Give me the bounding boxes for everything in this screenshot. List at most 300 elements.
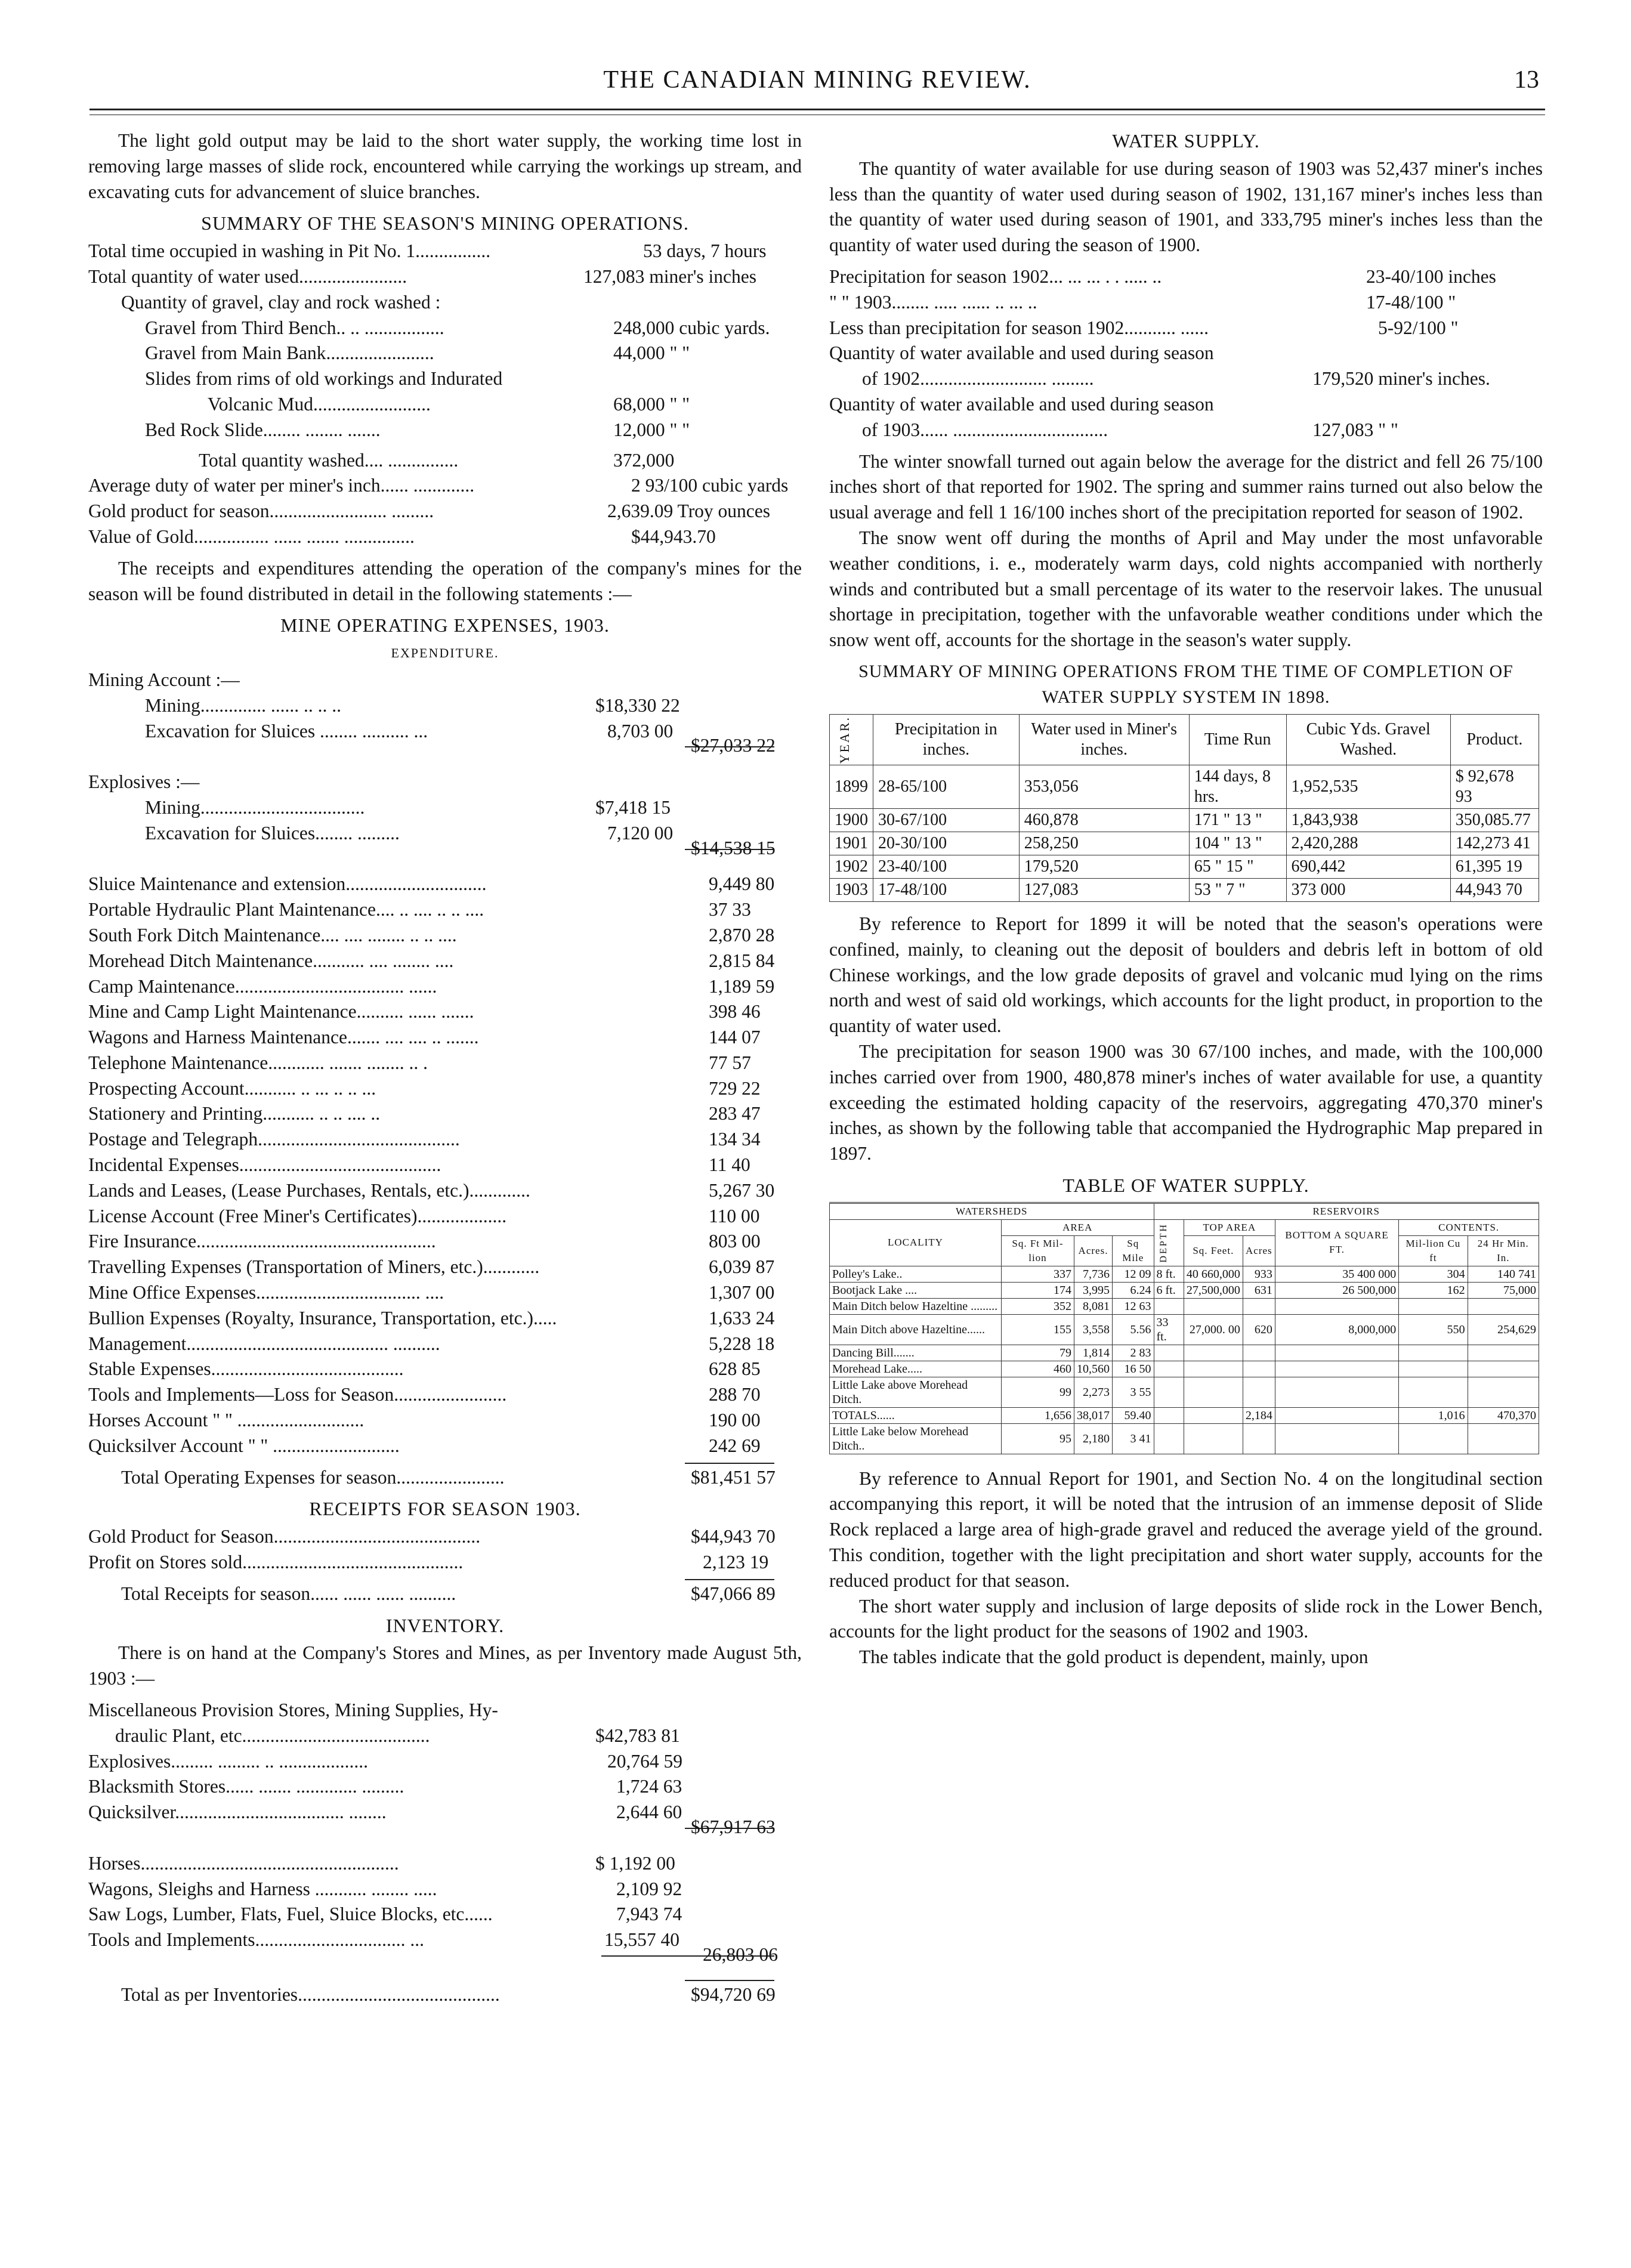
expense-row <box>88 897 802 923</box>
row-label: Bullion Expenses (Royalty, Insurance, Transportation, etc.)..... <box>88 1307 557 1328</box>
expense-row <box>88 1152 802 1178</box>
table-cell: 2 83 <box>1113 1345 1154 1361</box>
row-label: Portable Hydraulic Plant Maintenance.... .. .... .. .. .... <box>88 899 484 920</box>
inventory-row <box>88 1877 802 1902</box>
total-rule <box>685 1463 774 1464</box>
column-header: BOTTOM A SQUARE FT. <box>1275 1219 1398 1266</box>
row-value: $81,451 57 <box>691 1466 776 1488</box>
table-cell: 155 <box>1001 1314 1074 1345</box>
row-value: 5,228 18 <box>709 1333 775 1354</box>
receipt-row <box>88 1550 802 1575</box>
expense-list <box>88 872 802 1459</box>
row-label: Wagons, Sleighs and Harness ........... ........ ..... <box>88 1878 437 1899</box>
reference-paragraph-1: By reference to Report for 1899 it will be noted that the season's operations were confined, mainly, to cleaning out the deposit of boulders and debris left in bottom of old Chinese workings, and the low grade deposits of gravel and volcanic mud lying on the rims north and west of said old workings, which accounts for the light product, in proportion to the quantity of water used. <box>829 913 1543 1037</box>
row-value: 6,039 87 <box>709 1256 775 1278</box>
row-label: Saw Logs, Lumber, Flats, Fuel, Sluice Blocks, etc...... <box>88 1904 493 1925</box>
inventory-row <box>88 1774 802 1800</box>
expenditure-label: EXPENDITURE. <box>391 645 499 661</box>
table-cell: 10,560 <box>1074 1361 1113 1377</box>
table-cell <box>1184 1298 1243 1314</box>
row-value: $42,783 81 <box>595 1725 680 1746</box>
column-header: CONTENTS. <box>1399 1219 1539 1235</box>
precip-row <box>829 264 1543 290</box>
column-group-header: RESERVOIRS <box>1154 1203 1539 1219</box>
row-value: 37 33 <box>709 899 751 920</box>
expense-row <box>88 1280 802 1306</box>
table-row <box>830 832 1539 855</box>
water-supply-table <box>829 1202 1539 1454</box>
table-cell: 460 <box>1001 1361 1074 1377</box>
row-value: 288 70 <box>709 1384 761 1405</box>
inventory-b-total <box>88 1943 802 1979</box>
row-label: Incidental Expenses........................................... <box>88 1154 441 1176</box>
row-label: Gold product for season......................... ......... <box>88 500 434 522</box>
table-cell: 1902 <box>830 855 873 878</box>
table-cell: 550 <box>1399 1314 1468 1345</box>
row-label: Stable Expenses......................................... <box>88 1358 404 1380</box>
total-operating-row <box>88 1465 802 1491</box>
water-paragraph: The quantity of water available for use during season of 1903 was 52,437 miner's inches less than the quantity of water used during season of 1902, 131,167 miner's inches less than the quantity of water used during season of 1901, and 333,795 miner's inches less than the quantity of water used during the season of 1900. <box>829 157 1543 256</box>
table-cell: 40 660,000 <box>1184 1266 1243 1282</box>
row-value: $7,418 15 <box>595 796 671 818</box>
row-label: Sluice Maintenance and extension.............................. <box>88 873 487 895</box>
table-cell: 631 <box>1243 1282 1275 1298</box>
table-cell: 179,520 <box>1019 855 1189 878</box>
table-cell: 1900 <box>830 808 873 832</box>
row-label: Morehead Ditch Maintenance........... .... ........ .... <box>88 950 454 971</box>
column-header: Precipitation in inches. <box>873 714 1020 765</box>
row-value: 2,109 92 <box>616 1878 682 1899</box>
row-label: Management........................................... .......... <box>88 1333 440 1354</box>
table-cell: 38,017 <box>1074 1407 1113 1423</box>
table-cell: Polley's Lake.. <box>830 1266 1002 1282</box>
row-label: Explosives :— <box>88 771 200 793</box>
table-cell: 53 " 7 " <box>1189 878 1286 901</box>
inventory-a-total <box>88 1816 802 1851</box>
row-label: Travelling Expenses (Transportation of Miners, etc.)............ <box>88 1256 540 1278</box>
row-label: Quantity of water available and used during season <box>829 342 1214 364</box>
row-value: 127,083 " " <box>1312 419 1398 440</box>
inventory-row <box>88 1851 802 1877</box>
expense-row <box>88 1025 802 1050</box>
row-label: of 1903...... ................................. <box>862 419 1108 440</box>
table-cell: 95 <box>1001 1423 1074 1454</box>
table-cell: 127,083 <box>1019 878 1189 901</box>
row-value: 1,724 63 <box>616 1776 682 1797</box>
table-cell: 30-67/100 <box>873 808 1020 832</box>
table-cell: 352 <box>1001 1298 1074 1314</box>
row-value: 179,520 miner's inches. <box>1312 368 1490 390</box>
table-row <box>830 765 1539 808</box>
receipts-heading: RECEIPTS FOR SEASON 1903. <box>309 1498 581 1520</box>
table-cell: Morehead Lake..... <box>830 1361 1002 1377</box>
snow-paragraph-1: The winter snowfall turned out again below the average for the district and fell 26 75/100 inches short of that reported for 1902. The spring and summer rains turned out also below the usual average and fell 1 16/100 inches short of the precipitation reported for season of 1902. <box>829 450 1543 523</box>
row-value: 2,870 28 <box>709 924 775 945</box>
row-value: $47,066 89 <box>691 1583 776 1604</box>
inventory-row <box>88 1723 802 1749</box>
table-cell <box>1275 1423 1398 1454</box>
row-value: 26,803 06 <box>703 1943 778 1965</box>
table-cell <box>1468 1423 1539 1454</box>
gravel-intro <box>88 290 802 316</box>
table-cell: 27,000. 00 <box>1184 1314 1243 1345</box>
row-label: Quicksilver.................................... ........ <box>88 1802 387 1823</box>
gravel-row <box>88 341 802 366</box>
table-cell: 460,878 <box>1019 808 1189 832</box>
table-cell: 933 <box>1243 1266 1275 1282</box>
gravel-row <box>88 316 802 341</box>
expense-row <box>88 948 802 974</box>
table-row <box>830 1314 1539 1345</box>
total-rule <box>685 1980 774 1981</box>
row-value: 242 69 <box>709 1435 761 1456</box>
row-value: 1,633 24 <box>709 1307 775 1328</box>
table-cell: 12 09 <box>1113 1266 1154 1282</box>
column-header: Sq. Ft Mil-lion <box>1001 1235 1074 1266</box>
row-value: $ 1,192 00 <box>595 1852 675 1874</box>
totals-row <box>830 1407 1539 1423</box>
row-value: 628 85 <box>709 1358 761 1380</box>
table-cell: 35 400 000 <box>1275 1266 1398 1282</box>
table-cell: 1901 <box>830 832 873 855</box>
table-cell <box>1399 1298 1468 1314</box>
table-cell: 44,943 70 <box>1450 878 1539 901</box>
table-row <box>830 1266 1539 1282</box>
table-cell: 690,442 <box>1286 855 1450 878</box>
table-cell: 75,000 <box>1468 1282 1539 1298</box>
row-label: Telephone Maintenance............ ....... ........ .. . <box>88 1052 428 1073</box>
table-cell <box>1154 1345 1184 1361</box>
row-label: Bed Rock Slide........ ........ ....... <box>145 419 381 440</box>
expense-row <box>88 923 802 948</box>
expense-row <box>88 1408 802 1433</box>
table-cell: 23-40/100 <box>873 855 1020 878</box>
precip-row <box>829 418 1543 443</box>
table-cell: 2,184 <box>1243 1407 1275 1423</box>
table-cell <box>1243 1423 1275 1454</box>
table-cell: 20-30/100 <box>873 832 1020 855</box>
row-value: 20,764 59 <box>607 1750 682 1772</box>
table-cell: $ 92,678 93 <box>1450 765 1539 808</box>
table-cell: 6.24 <box>1113 1282 1154 1298</box>
table-cell: 1,016 <box>1399 1407 1468 1423</box>
row-label: " " 1903........ ..... ...... .. ... .. <box>829 291 1037 313</box>
expense-row <box>88 999 802 1025</box>
row-label: Prospecting Account........... .. ... .. .. ... <box>88 1077 376 1099</box>
expense-row <box>88 1433 802 1459</box>
row-value: 5,267 30 <box>709 1179 775 1201</box>
gold-product-row <box>88 499 802 524</box>
column-header: Acres. <box>1074 1235 1113 1266</box>
row-label: draulic Plant, etc........................................ <box>115 1725 430 1746</box>
summary-heading: SUMMARY OF THE SEASON'S MINING OPERATIONS. <box>201 212 689 234</box>
table-cell: 8,000,000 <box>1275 1314 1398 1345</box>
table-cell: 373 000 <box>1286 878 1450 901</box>
table-cell: 28-65/100 <box>873 765 1020 808</box>
table-cell: 1903 <box>830 878 873 901</box>
row-label: Miscellaneous Provision Stores, Mining Supplies, Hy- <box>88 1700 498 1721</box>
row-label: Excavation for Sluices........ ......... <box>145 822 400 843</box>
table-cell: 171 " 13 " <box>1189 808 1286 832</box>
row-value: 17-48/100 " <box>1366 291 1456 313</box>
journal-title: THE CANADIAN MINING REVIEW. <box>603 66 1031 94</box>
reference-paragraph-4: The short water supply and inclusion of large deposits of slide rock in the Lower Bench, accounts for the light product for the seasons of 1902 and 1903. <box>829 1595 1543 1642</box>
inventory-row <box>88 1749 802 1775</box>
row-label: Total Operating Expenses for season....................... <box>121 1466 505 1488</box>
column-header <box>1154 1219 1184 1266</box>
right-column <box>829 128 1543 1670</box>
row-label: Total time occupied in washing in Pit No. 1................ <box>88 240 491 262</box>
table-cell <box>1184 1407 1243 1423</box>
row-label: License Account (Free Miner's Certificates)................... <box>88 1205 507 1226</box>
row-value: 398 46 <box>709 1001 761 1022</box>
row-value: $27,033 22 <box>691 735 776 756</box>
row-value: 12,000 " " <box>613 419 690 440</box>
table-cell: 337 <box>1001 1266 1074 1282</box>
expense-row <box>88 1101 802 1127</box>
row-value: 127,083 miner's inches <box>583 265 757 287</box>
expense-row <box>88 1050 802 1076</box>
table-cell <box>1399 1423 1468 1454</box>
row-label: Total quantity washed.... ............... <box>199 449 459 471</box>
row-value: 2,644 60 <box>616 1802 682 1823</box>
page-header <box>84 66 1551 107</box>
inventory-intro: There is on hand at the Company's Stores and Mines, as per Inventory made August 5th, 1903 :— <box>88 1642 802 1689</box>
row-value: 2 93/100 cubic yards <box>631 475 789 496</box>
row-value: $94,720 69 <box>691 1983 776 2005</box>
operations-summary-table <box>829 714 1539 902</box>
table-row <box>830 855 1539 878</box>
table-cell <box>1154 1407 1184 1423</box>
table-cell <box>1468 1377 1539 1407</box>
year-header: YEAR. <box>837 715 852 764</box>
row-value: 110 00 <box>709 1205 760 1226</box>
column-header: Product. <box>1450 714 1539 765</box>
row-value: $67,917 63 <box>691 1816 776 1837</box>
table-cell: 1,843,938 <box>1286 808 1450 832</box>
table-cell <box>1468 1345 1539 1361</box>
table-cell <box>1184 1423 1243 1454</box>
table-cell: 8,081 <box>1074 1298 1113 1314</box>
precip-row <box>829 341 1543 366</box>
table-cell: 140 741 <box>1468 1266 1539 1282</box>
table-cell: 104 " 13 " <box>1189 832 1286 855</box>
row-label: Quicksilver Account " " ........................... <box>88 1435 400 1456</box>
expense-row <box>88 1229 802 1254</box>
row-label: Quantity of water available and used during season <box>829 393 1214 415</box>
table-cell <box>1154 1423 1184 1454</box>
column-header <box>830 714 873 765</box>
table-cell: 162 <box>1399 1282 1468 1298</box>
row-label: Stationery and Printing........... .. .. .... .. <box>88 1103 381 1124</box>
table-cell: 304 <box>1399 1266 1468 1282</box>
table-cell: 353,056 <box>1019 765 1189 808</box>
gravel-row <box>88 366 802 392</box>
table-cell: 27,500,000 <box>1184 1282 1243 1298</box>
gravel-row <box>88 418 802 443</box>
row-value: $44,943.70 <box>631 526 716 547</box>
table-cell: 6 ft. <box>1154 1282 1184 1298</box>
row-value: 15,557 40 <box>604 1929 679 1951</box>
table-cell <box>1399 1361 1468 1377</box>
table-cell: Little Lake below Morehead Ditch.. <box>830 1423 1002 1454</box>
table-cell <box>1184 1361 1243 1377</box>
table-cell <box>1184 1345 1243 1361</box>
depth-header: DEPTH <box>1158 1222 1169 1263</box>
row-value: $14,538 15 <box>691 837 776 858</box>
gravel-row <box>88 392 802 418</box>
row-value: 77 57 <box>709 1052 751 1073</box>
table-cell: Dancing Bill....... <box>830 1345 1002 1361</box>
row-value: 23-40/100 inches <box>1366 265 1496 287</box>
explosives-title <box>88 770 802 795</box>
expense-row <box>88 1357 802 1382</box>
table-cell: 5.56 <box>1113 1314 1154 1345</box>
row-value: 9,449 80 <box>709 873 775 895</box>
mining-account-title <box>88 668 802 693</box>
water-supply-table-heading: TABLE OF WATER SUPPLY. <box>1062 1174 1309 1196</box>
table-cell <box>1243 1377 1275 1407</box>
receipt-row <box>88 1524 802 1550</box>
expense-row <box>88 974 802 1000</box>
row-label: Tools and Implements—Loss for Season........................ <box>88 1384 507 1405</box>
row-value: 283 47 <box>709 1103 761 1124</box>
total-water-row <box>88 264 802 290</box>
table-row <box>830 1377 1539 1407</box>
table-cell <box>1243 1361 1275 1377</box>
header-rule <box>89 109 1545 110</box>
row-value: 53 days, 7 hours <box>643 240 767 262</box>
expense-row <box>88 1127 802 1152</box>
precip-row <box>829 290 1543 316</box>
row-value: $44,943 70 <box>691 1526 776 1547</box>
row-value: $18,330 22 <box>595 694 680 716</box>
inventory-row <box>88 1902 802 1927</box>
table-cell: 59.40 <box>1113 1407 1154 1423</box>
row-label: Gravel from Third Bench.. .. ................. <box>145 317 444 338</box>
snow-paragraph-2: The snow went off during the months of April and May under the most unfavorable weather conditions, i. e., moderately warm days, cold nights accompanied with northerly winds and contributed but a small percentage of its water to the reservoir lakes. The unusual shortage in precipitation, together with the unfavorable weather conditions under which the snow went off, accounts for the shortage in the season's water supply. <box>829 527 1543 651</box>
row-label: Explosives......... ......... .. ................... <box>88 1750 368 1772</box>
column-header: Acres <box>1243 1235 1275 1266</box>
row-label: Mining Account :— <box>88 669 240 690</box>
intro-paragraph: The light gold output may be laid to the short water supply, the working time lost in removing large masses of slide rock, encountered while carrying the workings up stream, and excavating cuts for advancement of sluice branches. <box>88 130 802 202</box>
row-label: Precipitation for season 1902... ... ... . . ..... .. <box>829 265 1162 287</box>
table-cell <box>1275 1407 1398 1423</box>
table-header-row <box>830 1203 1539 1219</box>
row-value: 7,120 00 <box>607 822 674 843</box>
table-cell: 3 41 <box>1113 1423 1154 1454</box>
table-cell <box>1399 1345 1468 1361</box>
table-header-row <box>830 714 1539 765</box>
row-label: Slides from rims of old workings and Indurated <box>145 368 503 390</box>
row-label: Less than precipitation for season 1902........... ...... <box>829 317 1209 338</box>
table-cell: 7,736 <box>1074 1266 1113 1282</box>
row-label: Horses....................................................... <box>88 1852 399 1874</box>
table-cell: 8 ft. <box>1154 1266 1184 1282</box>
table-cell: 1,814 <box>1074 1345 1113 1361</box>
table-cell <box>1399 1377 1468 1407</box>
row-label: Mining.............. ...... .. .. .. <box>145 694 342 716</box>
table-row <box>830 1282 1539 1298</box>
row-label: Camp Maintenance.................................... ...... <box>88 975 437 997</box>
reference-paragraph-5: The tables indicate that the gold product is dependent, mainly, upon <box>859 1646 1369 1668</box>
table-cell: 1,656 <box>1001 1407 1074 1423</box>
table-cell: 12 63 <box>1113 1298 1154 1314</box>
table-row <box>830 1361 1539 1377</box>
table-cell: 61,395 19 <box>1450 855 1539 878</box>
column-header: AREA <box>1001 1219 1154 1235</box>
reference-paragraph-3: By reference to Annual Report for 1901, and Section No. 4 on the longitudinal section accompanying this report, it will be noted that the intrusion of an immense deposit of Slide Rock replaced a large area of high-grade gravel and reduced the average yield of the ground. This condition, together with the light precipitation and short water supply, accounts for the reduced product for that season. <box>829 1467 1543 1591</box>
table-cell: 16 50 <box>1113 1361 1154 1377</box>
receipts-paragraph: The receipts and expenditures attending the operation of the company's mines for the season will be found distributed in detail in the following statements :— <box>88 557 802 604</box>
explosives-total <box>88 837 802 872</box>
row-value: 1,189 59 <box>709 975 775 997</box>
column-header: TOP AREA <box>1184 1219 1275 1235</box>
row-value: 11 40 <box>709 1154 750 1176</box>
column-group-header: WATERSHEDS <box>830 1203 1154 1219</box>
table-cell <box>1184 1377 1243 1407</box>
row-label: Average duty of water per miner's inch...... ............. <box>88 475 475 496</box>
precip-row <box>829 392 1543 418</box>
row-value: 7,943 74 <box>616 1904 682 1925</box>
inventory-row <box>88 1927 802 1953</box>
column-header: Sq Mile <box>1113 1235 1154 1266</box>
column-header: Water used in Miner's inches. <box>1019 714 1189 765</box>
table-cell: Main Ditch above Hazeltine...... <box>830 1314 1002 1345</box>
mining-account-row <box>88 693 802 719</box>
table-cell: 1899 <box>830 765 873 808</box>
table-cell: TOTALS...... <box>830 1407 1002 1423</box>
avg-duty-row <box>88 473 802 499</box>
row-value: 1,307 00 <box>709 1282 775 1303</box>
row-label: Horses Account " " ........................... <box>88 1410 364 1431</box>
row-label: of 1902........................... ......... <box>862 368 1094 390</box>
row-label: Postage and Telegraph........................................... <box>88 1129 460 1150</box>
expense-row <box>88 1076 802 1102</box>
total-receipts-row <box>88 1581 802 1607</box>
expense-row <box>88 1382 802 1408</box>
total-inventories-row <box>88 1982 802 2008</box>
expenses-heading: MINE OPERATING EXPENSES, 1903. <box>280 614 610 636</box>
row-value: 248,000 cubic yards. <box>613 317 770 338</box>
table-cell: Little Lake above Morehead Ditch. <box>830 1377 1002 1407</box>
table-cell <box>1154 1361 1184 1377</box>
table-cell: 79 <box>1001 1345 1074 1361</box>
row-value: 803 00 <box>709 1231 761 1252</box>
row-label: Mining................................... <box>145 796 365 818</box>
row-label: Volcanic Mud......................... <box>208 393 431 415</box>
table-cell <box>1243 1298 1275 1314</box>
total-rule <box>685 1579 774 1580</box>
row-value: 2,123 19 <box>703 1552 769 1573</box>
table-cell <box>1275 1377 1398 1407</box>
table-cell <box>1468 1298 1539 1314</box>
row-value: 44,000 " " <box>613 342 690 364</box>
total-time-row <box>88 239 802 264</box>
gold-value-row <box>88 524 802 550</box>
row-label: Value of Gold................ ...... ....... ............... <box>88 526 415 547</box>
row-label: South Fork Ditch Maintenance.... .... ........ .. .. .... <box>88 924 457 945</box>
table-cell: Bootjack Lake .... <box>830 1282 1002 1298</box>
row-label: Total as per Inventories........................................... <box>121 1983 500 2005</box>
column-header: Sq. Feet. <box>1184 1235 1243 1266</box>
row-value: 5-92/100 " <box>1378 317 1459 338</box>
row-label: Blacksmith Stores...... ....... ............. ......... <box>88 1776 404 1797</box>
column-header: Mil-lion Cu ft <box>1399 1235 1468 1266</box>
column-header: 24 Hr Min. In. <box>1468 1235 1539 1266</box>
table-row <box>830 878 1539 901</box>
row-value: 68,000 " " <box>613 393 690 415</box>
